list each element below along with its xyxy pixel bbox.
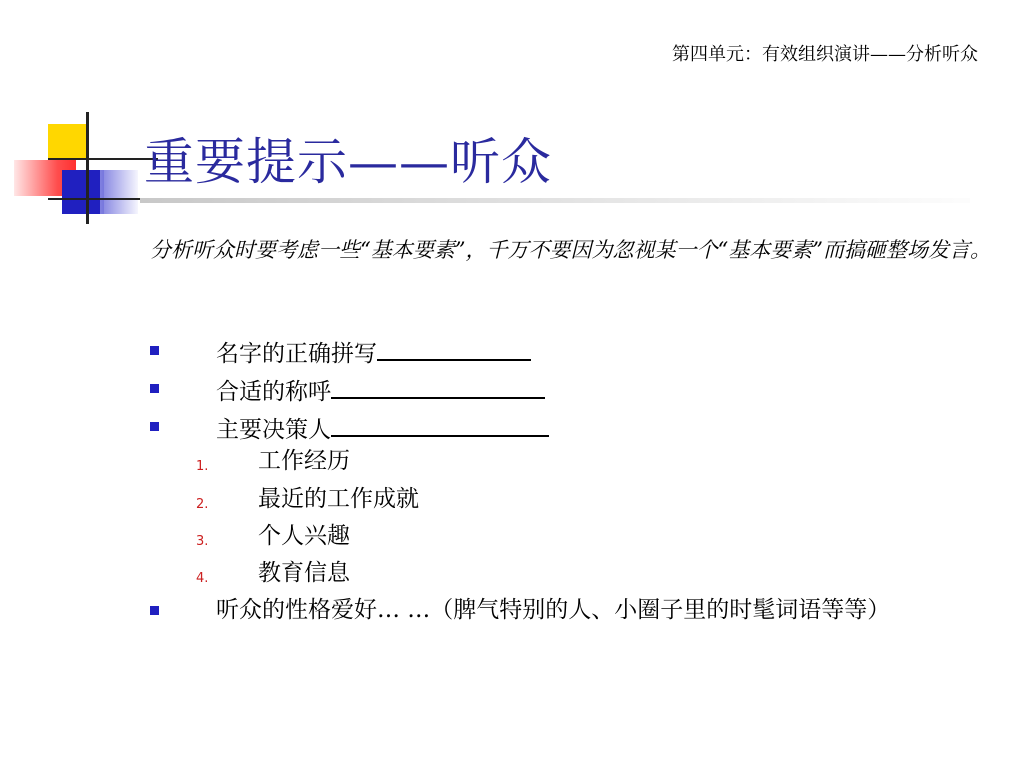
title-divider — [140, 198, 970, 203]
bullet-text: 名字的正确拼写 — [216, 341, 377, 367]
logo-blue-fade-block — [100, 170, 138, 214]
bullet-icon — [150, 346, 159, 355]
slide-title: 重要提示——听众 — [144, 133, 552, 191]
item-number: 3. — [196, 534, 209, 549]
bullet-icon — [150, 384, 159, 393]
intro-text: 分析听众时要考虑一些“基本要素”，千万不要因为忽视某一个“基本要素”而搞砸整场发言。 — [150, 238, 991, 262]
item-text: 教育信息 — [258, 560, 350, 586]
logo-blue-block — [62, 170, 104, 214]
logo-horizontal-line — [48, 158, 158, 160]
logo-vertical-line — [86, 112, 89, 224]
bullet-text: 合适的称呼 — [216, 379, 331, 405]
bullet-text: 主要决策人 — [216, 417, 331, 443]
bullet-text: 听众的性格爱好… …（脾气特别的人、小圈子里的时髦词语等等） — [216, 597, 891, 623]
fill-in-blank — [331, 411, 549, 437]
bullet-icon — [150, 606, 159, 615]
item-number: 2. — [196, 497, 209, 512]
logo-yellow-block — [48, 124, 86, 160]
fill-in-blank — [377, 335, 531, 361]
item-number: 1. — [196, 459, 209, 474]
unit-header: 第四单元：有效组织演讲——分析听众 — [672, 44, 978, 65]
item-text: 工作经历 — [258, 448, 350, 474]
item-text: 最近的工作成就 — [258, 486, 419, 512]
logo-horizontal-line — [48, 198, 140, 200]
decorative-logo — [0, 100, 140, 230]
item-text: 个人兴趣 — [258, 523, 350, 549]
bullet-icon — [150, 422, 159, 431]
fill-in-blank — [331, 373, 545, 399]
item-number: 4. — [196, 571, 209, 586]
